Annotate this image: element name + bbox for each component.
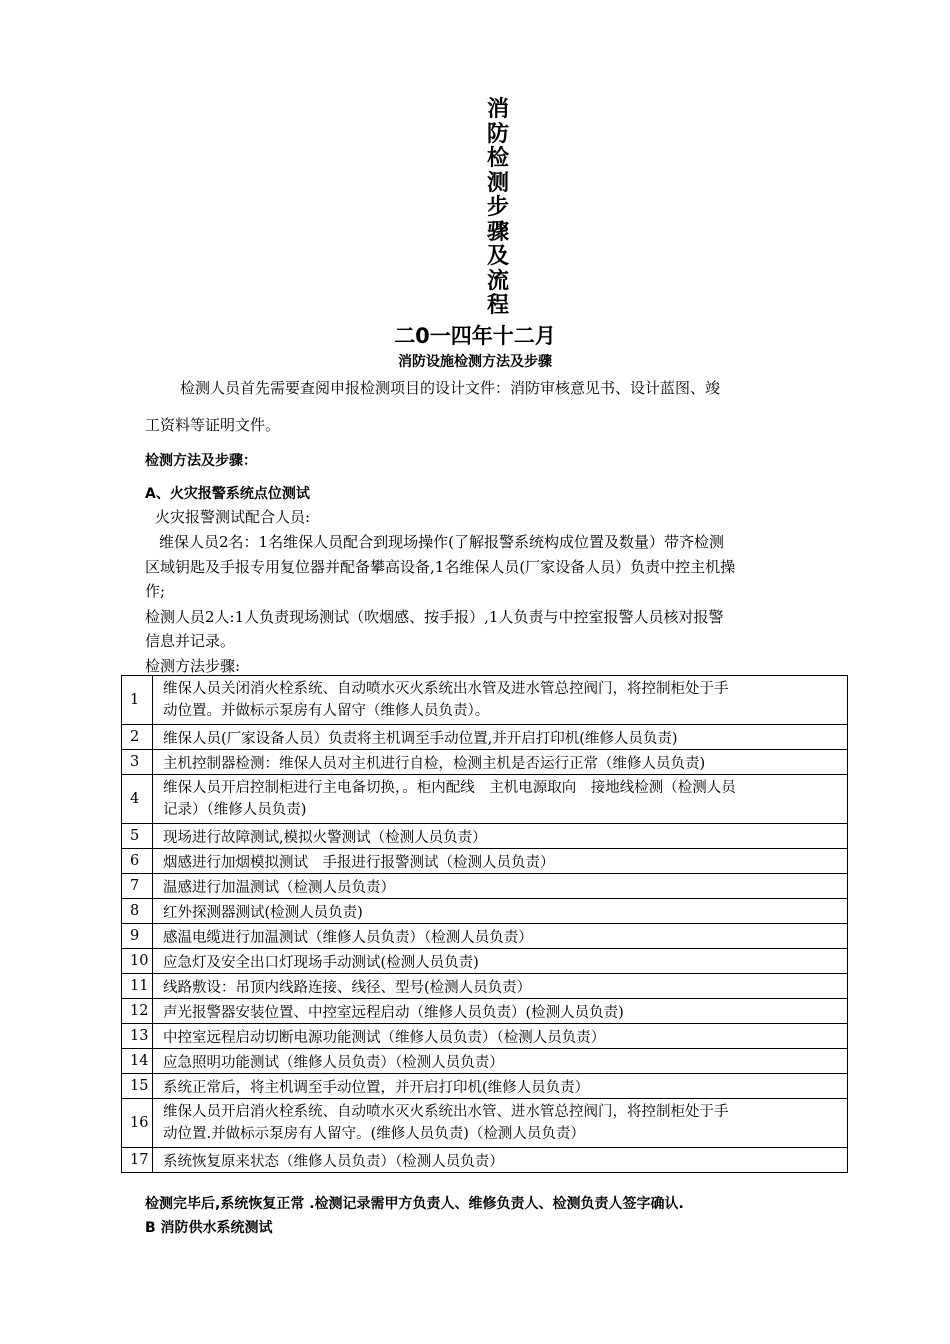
table-row — [122, 874, 848, 899]
step-number: 11 — [122, 974, 153, 999]
table-row — [122, 974, 848, 999]
test-line-1: 检测人员2人:1人负责现场测试（吹烟感、按手报）,1人负责与中控室报警人员核对报警 — [145, 608, 724, 626]
title-char: 测 — [486, 170, 509, 196]
maint-line-2: 区域钥匙及手报专用复位器并配备攀高设备,1名维保人员(厂家设备人员）负责中控主机操 — [145, 558, 736, 576]
vertical-title — [483, 98, 513, 319]
methods-heading: 检测方法及步骤： — [145, 453, 257, 469]
table-row — [122, 725, 848, 750]
staff-intro: 火灾报警测试配合人员: — [155, 508, 311, 526]
table-row — [122, 824, 848, 849]
step-text: 线路敷设：吊顶内线路连接、线径、型号(检测人员负责） — [153, 974, 848, 999]
table-row — [122, 1148, 848, 1173]
step-text — [153, 676, 848, 725]
intro-line-1: 检测人员首先需要查阅申报检测项目的设计文件：消防审核意见书、设计蓝图、竣 — [180, 379, 721, 397]
step-text — [153, 775, 848, 824]
step-line: 动位置.并做标示泵房有人留守。(维修人员负责)（检测人员负责） — [163, 1126, 585, 1142]
table-row — [122, 1099, 848, 1148]
step-line: 维保人员开启控制柜进行主电备切换，。柜内配线 主机电源取向 接地线检测（检测人员 — [163, 780, 736, 796]
table-row — [122, 750, 848, 775]
table-row — [122, 1024, 848, 1049]
step-text: 主机控制器检测：维保人员对主机进行自检，检测主机是否运行正常（维修人员负责) — [153, 750, 848, 775]
after-note: 检测完毕后,系统恢复正常 .检测记录需甲方负责人、维修负责人、检测负责人签字确认. — [145, 1196, 684, 1212]
step-number: 10 — [122, 949, 153, 974]
step-number: 15 — [122, 1074, 153, 1099]
step-line: 动位置。并做标示泵房有人留守（维修人员负责）。 — [163, 703, 490, 719]
intro-line-2: 工资料等证明文件。 — [145, 416, 281, 434]
test-line-2: 信息并记录。 — [145, 632, 236, 650]
title-char: 流 — [486, 268, 509, 294]
title-char: 防 — [486, 121, 509, 147]
step-number: 16 — [122, 1099, 153, 1148]
step-text: 声光报警器安装位置、中控室远程启动（维修人员负责）(检测人员负责) — [153, 999, 848, 1024]
table-row — [122, 999, 848, 1024]
step-number: 7 — [122, 874, 153, 899]
step-text: 应急灯及安全出口灯现场手动测试(检测人员负责) — [153, 949, 848, 974]
step-text: 温感进行加温测试（检测人员负责） — [153, 874, 848, 899]
step-number: 2 — [122, 725, 153, 750]
step-number: 4 — [122, 775, 153, 824]
step-text: 系统正常后，将主机调至手动位置，并开启打印机(维修人员负责） — [153, 1074, 848, 1099]
step-line: 维保人员关闭消火栓系统、自动喷水灭火系统出水管及进水管总控阀门，将控制柜处于手 — [163, 681, 729, 697]
steps-label: 检测方法步骤: — [145, 657, 241, 675]
step-number: 14 — [122, 1049, 153, 1074]
title-char: 及 — [486, 244, 509, 269]
title-char: 检 — [486, 146, 509, 171]
step-number: 1 — [122, 676, 153, 725]
step-text: 现场进行故障测试,模拟火警测试（检测人员负责） — [153, 824, 848, 849]
step-number: 12 — [122, 999, 153, 1024]
step-text: 烟感进行加烟模拟测试 手报进行报警测试（检测人员负责） — [153, 849, 848, 874]
step-number: 5 — [122, 824, 153, 849]
table-row — [122, 676, 848, 725]
section-a-heading: A、火灾报警系统点位测试 — [145, 486, 310, 502]
title-char: 步 — [486, 195, 509, 220]
step-text — [153, 1099, 848, 1148]
step-number: 17 — [122, 1148, 153, 1173]
table-row — [122, 849, 848, 874]
step-line: 维保人员开启消火栓系统、自动喷水灭火系统出水管、进水管总控阀门，将控制柜处于手 — [163, 1104, 729, 1120]
step-number: 9 — [122, 924, 153, 949]
maint-line-3: 作; — [145, 582, 166, 600]
step-text: 感温电缆进行加温测试（维修人员负责）（检测人员负责） — [153, 924, 848, 949]
steps-table — [121, 675, 848, 1173]
document-subtitle: 消防设施检测方法及步骤 — [398, 354, 552, 370]
table-row — [122, 949, 848, 974]
document-date: 二0一四年十二月 — [394, 324, 556, 348]
table-row — [122, 1049, 848, 1074]
title-char: 骤 — [486, 219, 509, 245]
table-row — [122, 775, 848, 824]
step-text: 系统恢复原来状态（维修人员负责）（检测人员负责） — [153, 1148, 848, 1173]
step-text: 红外探测器测试(检测人员负责) — [153, 899, 848, 924]
title-char: 程 — [486, 293, 509, 318]
step-line: 记录）（维修人员负责) — [163, 802, 307, 818]
maint-line-1: 维保人员2名：1名维保人员配合到现场操作(了解报警系统构成位置及数量）带齐检测 — [159, 533, 724, 551]
table-row — [122, 1074, 848, 1099]
table-row — [122, 924, 848, 949]
step-text: 维保人员(厂家设备人员）负责将主机调至手动位置,并开启打印机(维修人员负责) — [153, 725, 848, 750]
section-b-heading: B 消防供水系统测试 — [145, 1220, 273, 1236]
table-row — [122, 899, 848, 924]
step-number: 6 — [122, 849, 153, 874]
step-number: 3 — [122, 750, 153, 775]
step-number: 13 — [122, 1024, 153, 1049]
step-number: 8 — [122, 899, 153, 924]
step-text: 中控室远程启动切断电源功能测试（维修人员负责）（检测人员负责） — [153, 1024, 848, 1049]
title-char: 消 — [486, 97, 509, 122]
step-text: 应急照明功能测试（维修人员负责）（检测人员负责） — [153, 1049, 848, 1074]
